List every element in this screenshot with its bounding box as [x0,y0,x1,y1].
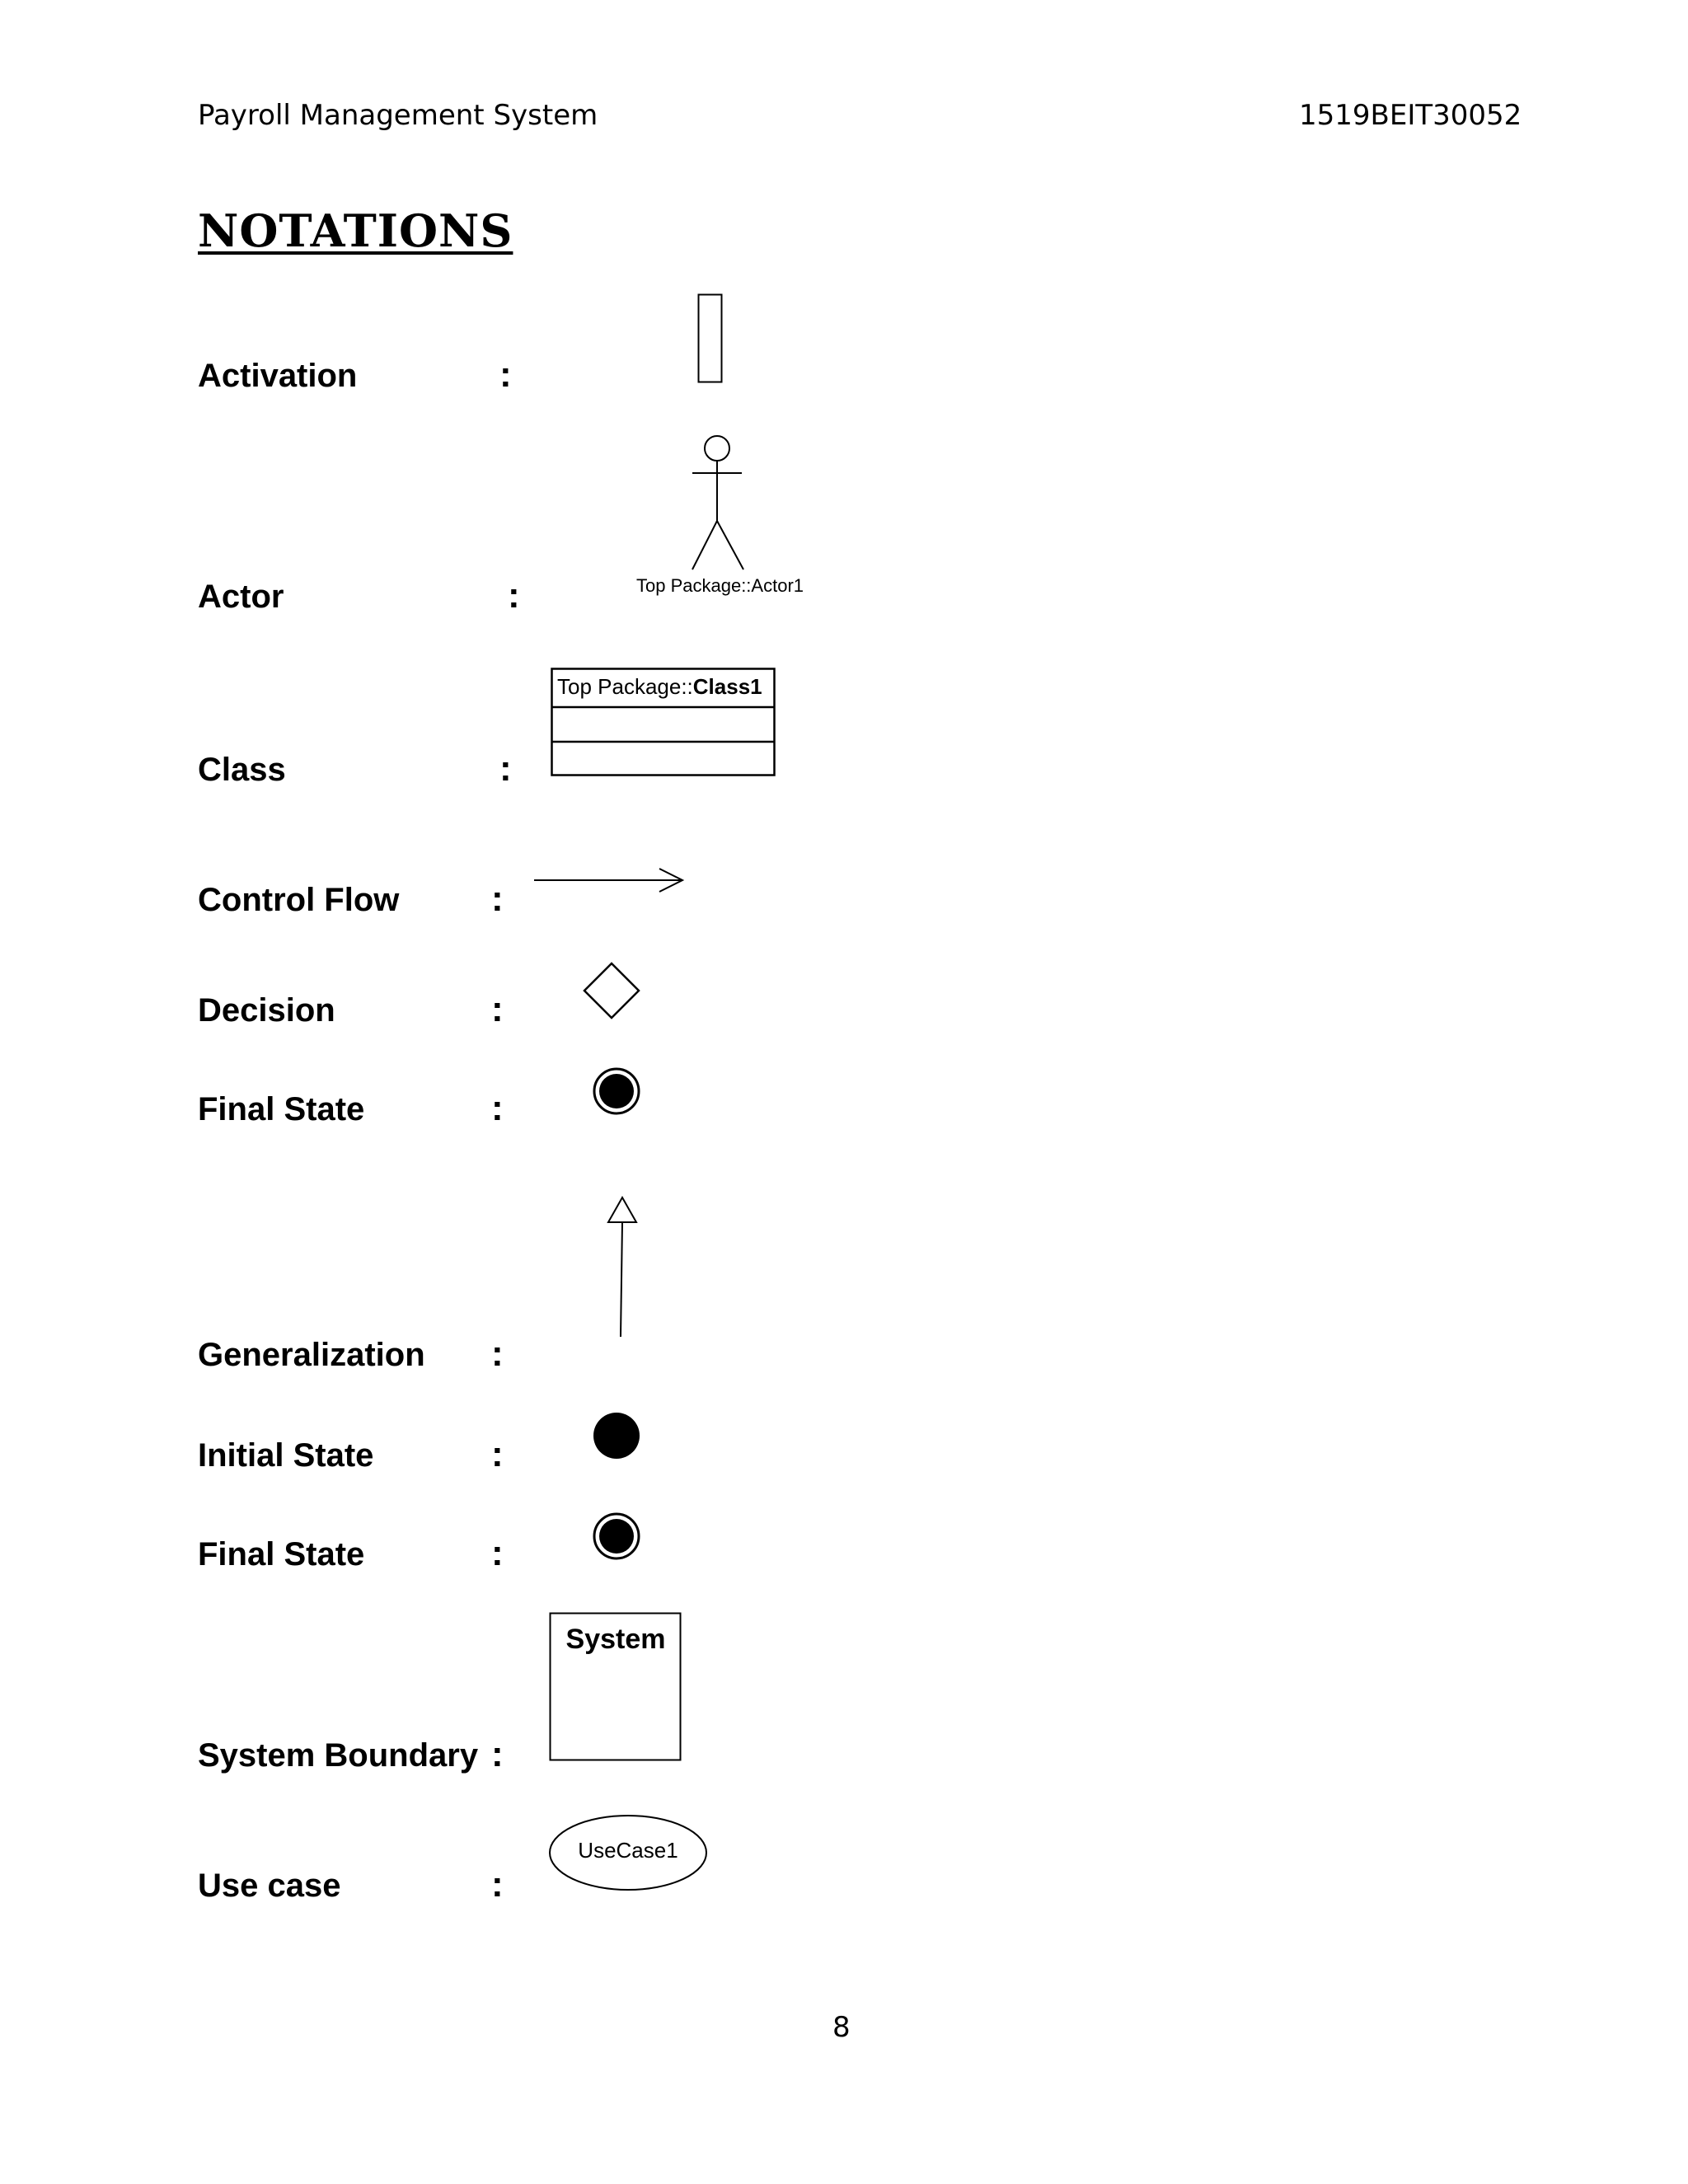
actor-caption: Top Package::Actor1 [636,575,804,596]
notation-label-final-state: Final State [198,1091,365,1127]
notation-colon: : [491,1734,504,1774]
notation-colon: : [499,748,512,789]
notation-colon: : [491,879,504,919]
class-caption: Top Package::Class1 [557,674,762,699]
system-boundary-caption: System [565,1624,666,1655]
notation-label-generalization: Generalization [198,1337,425,1373]
control-flow-arrow-icon [532,865,687,895]
page-number: 8 [832,2011,851,2044]
notation-label-initial-state: Initial State [198,1437,374,1474]
notation-label-activation: Activation [198,358,358,394]
activation-bar-icon [697,293,724,386]
notation-label-decision: Decision [198,992,335,1029]
notation-label-system-boundary: System Boundary [198,1737,479,1774]
actor-icon [684,434,750,572]
notation-colon: : [491,1088,504,1128]
notation-colon: : [491,1434,504,1474]
use-case-caption: UseCase1 [578,1838,678,1863]
notation-colon: : [491,989,504,1029]
initial-state-icon [592,1411,641,1460]
notation-label-class: Class [198,752,286,788]
generalization-arrow-icon [602,1195,643,1340]
final-state-icon [592,1511,641,1561]
final-state-icon [592,1066,641,1116]
notation-colon: : [491,1533,504,1573]
decision-diamond-icon [582,961,641,1020]
header-title: Payroll Management System [198,99,598,132]
notation-label-use-case: Use case [198,1868,341,1904]
page-title: NOTATIONS [198,204,513,257]
notation-label-final-state: Final State [198,1536,365,1572]
notation-colon: : [491,1333,504,1374]
notation-label-actor: Actor [198,579,284,615]
notation-colon: : [508,575,520,616]
notation-colon: : [491,1864,504,1905]
notation-colon: : [499,354,512,395]
notation-label-control-flow: Control Flow [198,882,400,918]
header-id: 1519BEIT30052 [1299,99,1522,132]
